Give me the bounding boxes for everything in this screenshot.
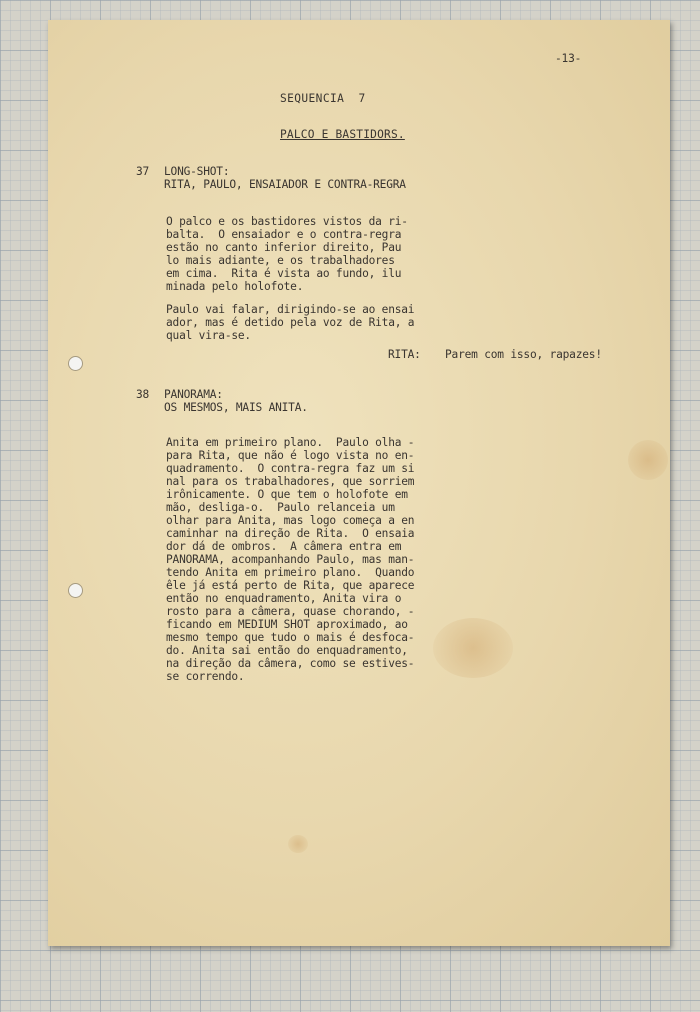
action-line: mão, desliga-o. Paulo relanceia um xyxy=(166,501,395,514)
action-line: se correndo. xyxy=(166,670,245,683)
action-line: irônicamente. O que tem o holofote em xyxy=(166,488,408,501)
action-line: qual vira-se. xyxy=(166,329,251,342)
sequence-subtitle: PALCO E BASTIDORS. xyxy=(280,128,405,141)
page-number: -13- xyxy=(555,52,582,65)
shot-heading-line: LONG-SHOT: xyxy=(164,165,230,178)
binder-hole xyxy=(68,356,83,371)
paper-stain xyxy=(433,618,513,678)
action-line: ficando em MEDIUM SHOT aproximado, ao xyxy=(166,618,408,631)
shot-heading-line: OS MESMOS, MAIS ANITA. xyxy=(164,401,308,414)
action-line: na direção da câmera, como se estives- xyxy=(166,657,415,670)
action-line: Paulo vai falar, dirigindo-se ao ensai xyxy=(166,303,415,316)
action-line: rosto para a câmera, quase chorando, - xyxy=(166,605,415,618)
dialogue-line: Parem com isso, rapazes! xyxy=(445,348,602,361)
action-line: dor dá de ombros. A câmera entra em xyxy=(166,540,402,553)
action-line: para Rita, que não é logo vista no en- xyxy=(166,449,415,462)
action-line: ador, mas é detido pela voz de Rita, a xyxy=(166,316,415,329)
action-line: PANORAMA, acompanhando Paulo, mas man- xyxy=(166,553,415,566)
action-line: Anita em primeiro plano. Paulo olha - xyxy=(166,436,415,449)
action-line: então no enquadramento, Anita vira o xyxy=(166,592,402,605)
shot-number: 38 xyxy=(136,388,150,401)
action-line: O palco e os bastidores vistos da ri- xyxy=(166,215,408,228)
sequence-title: SEQUENCIA 7 xyxy=(280,92,366,105)
action-line: lo mais adiante, e os trabalhadores xyxy=(166,254,395,267)
action-line: em cima. Rita é vista ao fundo, ilu xyxy=(166,267,402,280)
paper-stain xyxy=(288,835,308,853)
dialogue-speaker: RITA: xyxy=(388,348,421,361)
shot-number: 37 xyxy=(136,165,150,178)
action-line: quadramento. O contra-regra faz um si xyxy=(166,462,415,475)
action-line: nal para os trabalhadores, que sorriem xyxy=(166,475,415,488)
shot-heading-line: RITA, PAULO, ENSAIADOR E CONTRA-REGRA xyxy=(164,178,406,191)
paper-stain xyxy=(628,440,668,480)
action-line: êle já está perto de Rita, que aparece xyxy=(166,579,415,592)
action-line: tendo Anita em primeiro plano. Quando xyxy=(166,566,415,579)
action-line: olhar para Anita, mas logo começa a en xyxy=(166,514,415,527)
action-line: balta. O ensaiador e o contra-regra xyxy=(166,228,402,241)
action-line: caminhar na direção de Rita. O ensaia xyxy=(166,527,415,540)
script-page xyxy=(48,20,670,946)
action-line: do. Anita sai então do enquadramento, xyxy=(166,644,408,657)
action-line: minada pelo holofote. xyxy=(166,280,304,293)
action-line: mesmo tempo que tudo o mais é desfoca- xyxy=(166,631,415,644)
binder-hole xyxy=(68,583,83,598)
shot-heading-line: PANORAMA: xyxy=(164,388,223,401)
action-line: estão no canto inferior direito, Pau xyxy=(166,241,402,254)
